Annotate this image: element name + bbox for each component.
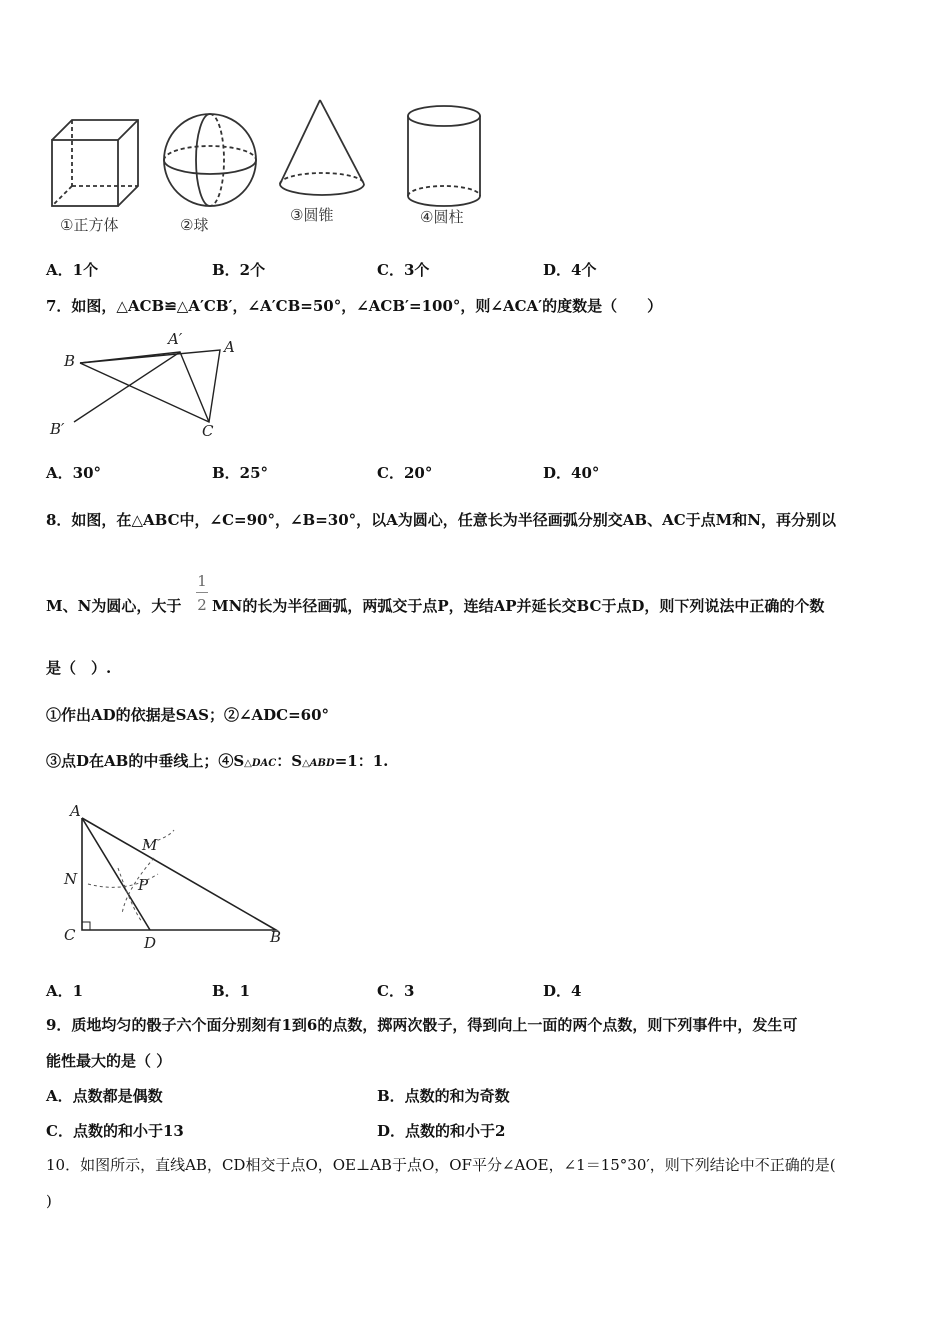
caption-cylinder: ④圆柱 [420, 208, 464, 226]
fraction-bar [196, 592, 208, 593]
fraction-denominator: 2 [197, 596, 207, 614]
q7-label-a: A [224, 338, 235, 356]
q8-label-p: P [138, 876, 149, 894]
caption-cone: ③圆锥 [290, 206, 334, 224]
q9-line-2: 能性最大的是（ ） [46, 1052, 172, 1070]
q8-line-3: 是（ ）. [46, 659, 112, 677]
q7-triangle-figure [46, 326, 246, 442]
q8-option-c: C．3 [377, 982, 415, 1000]
q10-line-1: 10．如图所示，直线AB，CD相交于点O，OE⊥AB于点O，OF平分∠AOE，∠1＝15°30′，则下列结论中不正确的是( [46, 1156, 836, 1174]
q10-line-2: ) [46, 1192, 52, 1210]
q8-line-1: 8．如图，在△ABC中，∠C=90°，∠B=30°，以A为圆心，任意长为半径画弧分别交AB、AC于点M和N，再分别以 [46, 511, 836, 529]
caption-sphere: ②球 [180, 216, 209, 234]
q6-option-b: B．2个 [212, 261, 266, 279]
q7-label-b: B [64, 352, 76, 370]
fraction-numerator: 1 [197, 572, 207, 590]
q8-option-d: D．4 [543, 982, 582, 1000]
q8-label-n: N [64, 870, 78, 888]
solids-figure [46, 96, 488, 240]
q8-label-m: M [142, 836, 158, 854]
q8-label-d: D [144, 934, 157, 952]
sphere-shape [164, 114, 256, 206]
q8-label-a: A [70, 802, 81, 820]
q8-line-2-pre: M、N为圆心，大于 [46, 597, 182, 615]
q8-option-b: B．1 [212, 982, 251, 1000]
q8-line-5 [46, 751, 388, 774]
cube-shape [52, 120, 138, 206]
q8-label-b: B [270, 928, 282, 946]
q7-stem: 7．如图，△ACB≌△A′CB′，∠A′CB=50°，∠ACB′=100°，则∠ACA′的度数是（ ） [46, 297, 663, 315]
q8-triangle-figure [46, 798, 296, 954]
q9-option-a: A．点数都是偶数 [46, 1087, 163, 1105]
q7-option-a: A．30° [46, 464, 102, 482]
q6-option-c: C．3个 [377, 261, 430, 279]
q9-option-c: C．点数的和小于13 [46, 1122, 184, 1140]
q7-option-d: D．40° [543, 464, 600, 482]
q8-line-5-mid: ：S [276, 752, 303, 770]
q8-option-a: A．1 [46, 982, 84, 1000]
q8-line-5-pre: ③点D在AB的中垂线上；④S [46, 752, 245, 770]
q7-option-c: C．20° [377, 464, 433, 482]
q6-option-d: D．4个 [543, 261, 597, 279]
q8-line-4: ①作出AD的依据是SAS；②∠ADC=60° [46, 706, 330, 724]
q7-label-a-prime: A′ [168, 330, 183, 348]
q7-label-c: C [202, 422, 214, 440]
cylinder-shape [408, 106, 480, 206]
q7-option-b: B．25° [212, 464, 269, 482]
q6-option-a: A．1个 [46, 261, 99, 279]
q8-line-2-post: MN的长为半径画弧，两弧交于点P，连结AP并延长交BC于点D，则下列说法中正确的个数 [212, 597, 825, 615]
cone-shape [280, 100, 364, 195]
caption-cube: ①正方体 [60, 216, 119, 234]
q8-sub-abd: △ABD [302, 758, 335, 769]
q8-line-5-post: =1：1. [334, 752, 389, 770]
q8-label-c: C [64, 926, 76, 944]
q8-sub-dac: △DAC [244, 758, 277, 769]
q9-option-b: B．点数的和为奇数 [377, 1087, 510, 1105]
q9-option-d: D．点数的和小于2 [377, 1122, 506, 1140]
q7-label-b-prime: B′ [50, 420, 65, 438]
q9-line-1: 9．质地均匀的骰子六个面分别刻有1到6的点数，掷两次骰子，得到向上一面的两个点数，则下列事件中，发生可 [46, 1016, 798, 1034]
